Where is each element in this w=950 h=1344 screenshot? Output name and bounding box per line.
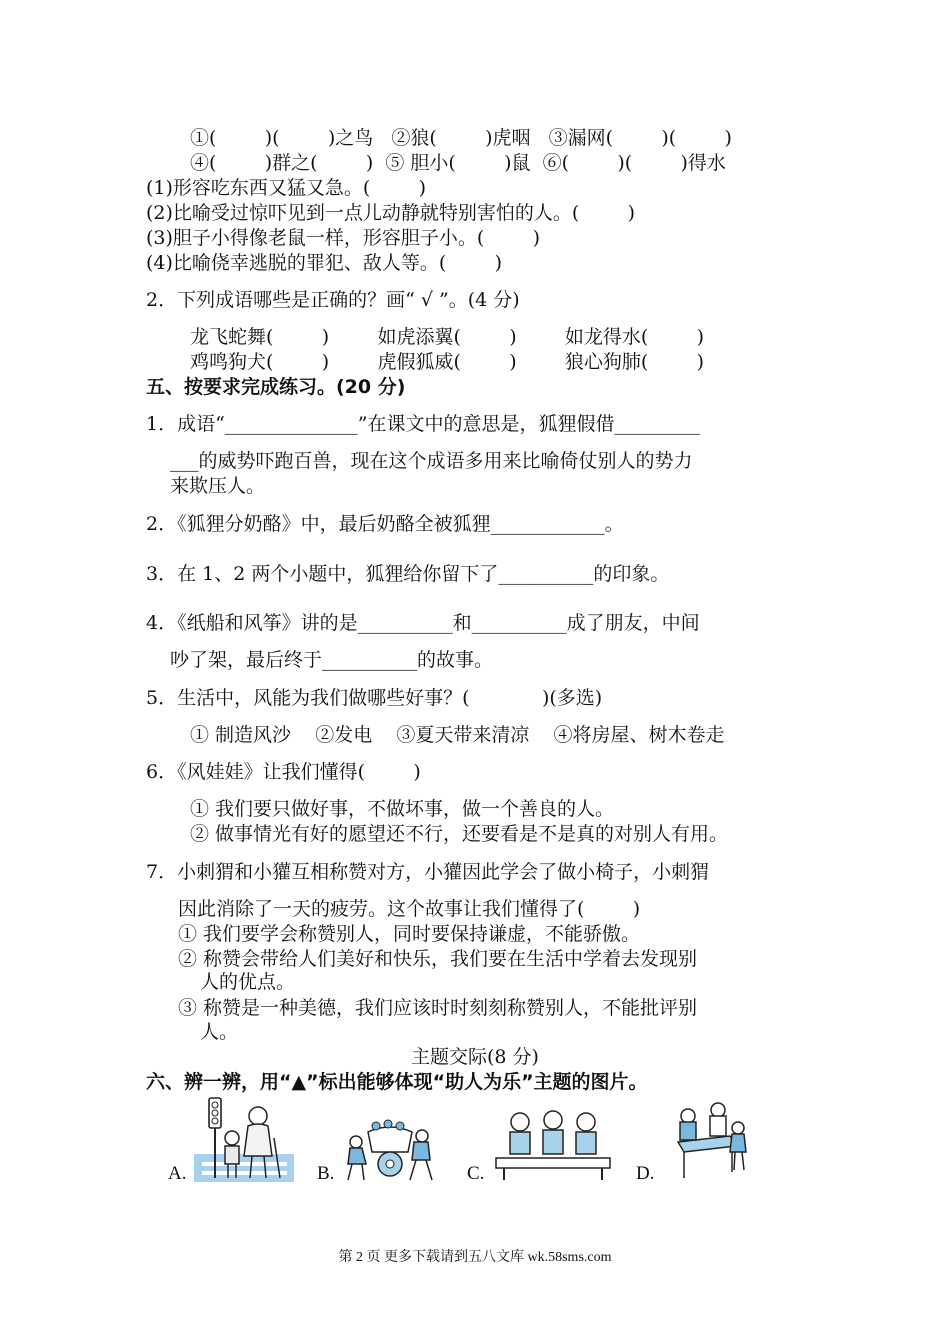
picture-b-cart[interactable]	[342, 1118, 438, 1184]
s5-question-5-options: ① 制造风沙 ②发电 ③夏天带来清凉 ④将房屋、树木卷走	[190, 724, 725, 746]
s5-question-7-option-3-line-1: ③ 称赞是一种美德，我们应该时时刻刻称赞别人，不能批评别	[178, 997, 698, 1019]
definition-item-4: (4)比喻侥幸逃脱的罪犯、敌人等。( )	[146, 252, 503, 274]
s5-question-6-option-2: ② 做事情光有好的愿望还不行，还要看是不是真的对别人有用。	[190, 823, 729, 845]
section-6-heading: 六、辨一辨，用“▲”标出能够体现“助人为乐”主题的图片。	[146, 1071, 648, 1093]
section-5-heading: 五、按要求完成练习。(20 分)	[146, 376, 406, 398]
s5-question-7-option-2-line-2: 人的优点。	[200, 971, 296, 993]
idiom-check-row-2: 鸡鸣狗犬( ) 虎假狐威( ) 狼心狗肺( )	[190, 351, 705, 373]
idiom-options-row-2: ④( )群之( ) ⑤ 胆小( )鼠 ⑥( )( )得水	[190, 152, 726, 174]
picture-a-label: A.	[168, 1163, 187, 1184]
s5-question-4-line-1: 4．《纸船和风筝》讲的是__________和__________成了朋友，中间	[146, 612, 700, 634]
s5-question-7-option-1: ① 我们要学会称赞别人，同时要保持谦虚，不能骄傲。	[178, 923, 641, 945]
picture-c-label: C.	[467, 1163, 485, 1184]
s5-question-5: 5．生活中，风能为我们做哪些好事？( )(多选)	[146, 687, 603, 709]
s5-question-7-option-3-line-2: 人。	[200, 1021, 239, 1043]
definition-item-1: (1)形容吃东西又猛又急。( )	[146, 177, 427, 199]
s5-question-7-line-2: 因此消除了一天的疲劳。这个故事让我们懂得了( )	[178, 898, 641, 920]
s5-question-1-line-2: ___的威势吓跑百兽，现在这个成语多用来比喻倚仗别人的势力	[170, 450, 693, 472]
theme-title: 主题交际(8 分)	[411, 1046, 539, 1068]
s5-question-3: 3．在 1、2 两个小题中，狐狸给你留下了__________的印象。	[146, 563, 670, 585]
idiom-options-row-1: ①( )( )之鸟 ②狼( )虎咽 ③漏网( )( )	[190, 127, 732, 149]
s5-question-6-option-1: ① 我们要只做好事，不做坏事，做一个善良的人。	[190, 798, 615, 820]
question-2-title: 2．下列成语哪些是正确的？画“ √ ”。(4 分)	[146, 289, 520, 311]
s5-question-7-line-1: 7．小刺猬和小獾互相称赞对方，小獾因此学会了做小椅子，小刺猬	[146, 861, 710, 883]
picture-c-bench[interactable]	[492, 1108, 614, 1182]
definition-item-3: (3)胆子小得像老鼠一样，形容胆子小。( )	[146, 227, 541, 249]
picture-d-label: D.	[636, 1163, 655, 1184]
picture-d-table[interactable]	[658, 1100, 750, 1182]
idiom-check-row-1: 龙飞蛇舞( ) 如虎添翼( ) 如龙得水( )	[190, 326, 705, 348]
definition-item-2: (2)比喻受过惊吓见到一点儿动静就特别害怕的人。( )	[146, 202, 636, 224]
picture-a-crossing[interactable]	[192, 1094, 296, 1184]
page-footer: 第 2 页 更多下载请到五八文库 wk.58sms.com	[338, 1250, 612, 1265]
s5-question-1-line-3: 来欺压人。	[170, 475, 266, 497]
s5-question-7-option-2-line-1: ② 称赞会带给人们美好和快乐，我们要在生活中学着去发现别	[178, 948, 698, 970]
s5-question-2: 2．《狐狸分奶酪》中，最后奶酪全被狐狸____________。	[146, 513, 624, 535]
s5-question-1-line-1: 1．成语“______________”在课文中的意思是，狐狸假借_________	[146, 413, 701, 435]
picture-b-label: B.	[317, 1163, 335, 1184]
s5-question-6: 6．《风娃娃》让我们懂得( )	[146, 761, 421, 783]
s5-question-4-line-2: 吵了架，最后终于__________的故事。	[170, 649, 494, 671]
